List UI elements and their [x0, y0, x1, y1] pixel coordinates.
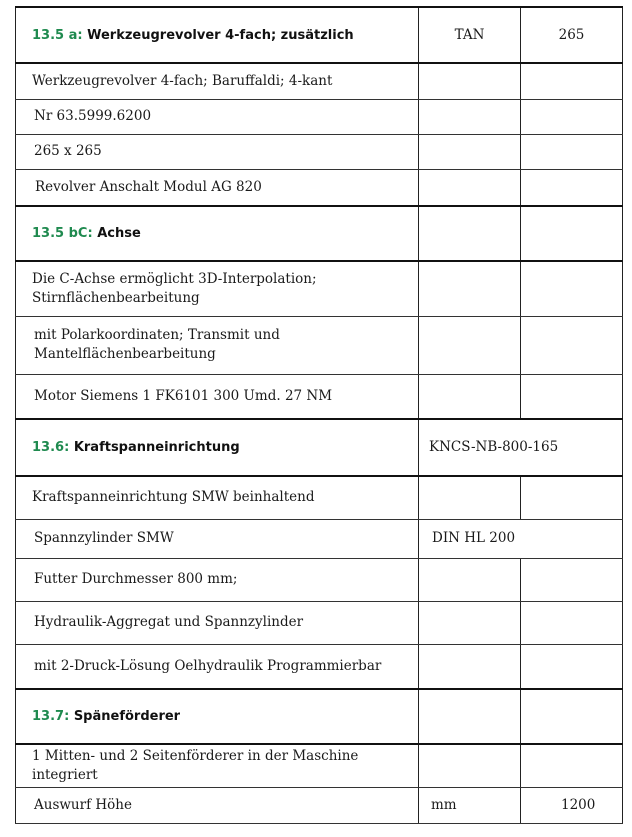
item-col2	[419, 134, 521, 169]
table-row	[16, 644, 623, 689]
section-title: Späneförderer	[73, 709, 181, 724]
item-text: Futter Durchmesser 800 mm;	[16, 558, 419, 601]
section-col3	[521, 206, 623, 261]
section-title: Werkzeugrevolver 4-fach; zusätzlich	[87, 27, 354, 43]
section-col2	[419, 206, 521, 261]
table-row	[16, 374, 623, 419]
item-text: Kraftspanneinrichtung SMW beinhaltend	[16, 476, 419, 519]
item-text: Hydraulik-Aggregat und Spannzylinder	[16, 601, 419, 644]
item-col3	[521, 476, 623, 519]
table-row	[16, 744, 623, 787]
item-text: Auswurf Höhe	[16, 787, 419, 823]
item-text: Motor Siemens 1 FK6101 300 Umd. 27 NM	[16, 374, 419, 419]
item-text: Die C-Achse ermöglicht 3D-Interpolation; Stirnflächenbearbeitung	[16, 261, 419, 316]
section-number: 13.5 bC:	[32, 226, 93, 241]
item-col3	[521, 169, 623, 206]
table-row	[16, 476, 623, 519]
section-col3	[521, 689, 623, 744]
item-text: Werkzeugrevolver 4-fach; Baruffaldi; 4-kant	[16, 63, 419, 99]
table-row	[16, 63, 623, 99]
item-merged-value: DIN HL 200	[419, 519, 623, 558]
item-col3	[521, 261, 623, 316]
section-title: Kraftspanneinrichtung	[73, 440, 240, 455]
table-row	[16, 601, 623, 644]
section-col3: 265	[521, 7, 623, 63]
item-col2	[419, 374, 521, 419]
table-row	[16, 99, 623, 134]
section-heading	[16, 7, 419, 63]
item-col3	[521, 744, 623, 787]
item-col3	[521, 558, 623, 601]
item-unit: mm	[419, 787, 521, 823]
section-col2: TAN	[419, 7, 521, 63]
item-col3	[521, 601, 623, 644]
table-row	[16, 169, 623, 206]
section-heading	[16, 206, 419, 261]
table-row	[16, 519, 623, 558]
item-text: Revolver Anschalt Modul AG 820	[16, 169, 419, 206]
section-row-13-5a	[16, 7, 623, 63]
section-number: 13.7:	[32, 709, 70, 724]
item-col2	[419, 601, 521, 644]
item-col2	[419, 316, 521, 374]
item-text: Nr 63.5999.6200	[16, 99, 419, 134]
item-value: 1200	[521, 787, 623, 823]
section-number: 13.6:	[32, 440, 70, 455]
item-col3	[521, 99, 623, 134]
item-col3	[521, 374, 623, 419]
section-number: 13.5 a:	[32, 27, 83, 43]
item-text: 1 Mitten- und 2 Seitenförderer in der Maschine integriert	[16, 744, 419, 787]
item-col3	[521, 316, 623, 374]
item-col2	[419, 261, 521, 316]
item-col2	[419, 558, 521, 601]
item-col2	[419, 169, 521, 206]
table-row	[16, 134, 623, 169]
section-heading	[16, 419, 419, 476]
item-text: mit Polarkoordinaten; Transmit und Mantelflächenbearbeitung	[16, 316, 419, 374]
item-col2	[419, 63, 521, 99]
item-col2	[419, 644, 521, 689]
section-row-13-7	[16, 689, 623, 744]
spec-table	[15, 6, 623, 824]
item-col3	[521, 134, 623, 169]
item-col2	[419, 99, 521, 134]
section-col2	[419, 689, 521, 744]
item-text: Spannzylinder SMW	[16, 519, 419, 558]
table-row	[16, 558, 623, 601]
section-title: Achse	[97, 226, 141, 241]
section-order-code: KNCS-NB-800-165	[419, 419, 623, 476]
section-heading	[16, 689, 419, 744]
table-row	[16, 787, 623, 823]
item-col3	[521, 644, 623, 689]
table-row	[16, 261, 623, 316]
item-text: 265 x 265	[16, 134, 419, 169]
section-row-13-6	[16, 419, 623, 476]
table-row	[16, 316, 623, 374]
section-row-13-5bc	[16, 206, 623, 261]
item-col2	[419, 476, 521, 519]
item-text: mit 2-Druck-Lösung Oelhydraulik Programmierbar	[16, 644, 419, 689]
item-col2	[419, 744, 521, 787]
item-col3	[521, 63, 623, 99]
